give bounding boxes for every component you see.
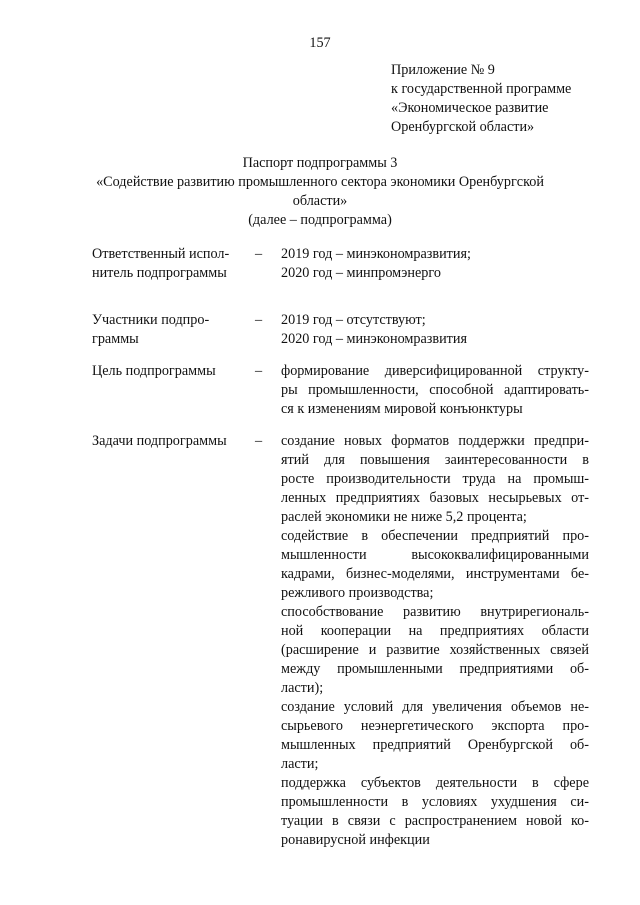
value-line: (расширение и развитие хозяйственных связей	[281, 642, 589, 658]
value-line: содействие в обеспечении предприятий про-	[281, 528, 589, 544]
value-line: ной кооперации на предприятиях области	[281, 623, 589, 639]
label-line: Цель подпрограммы	[92, 363, 216, 379]
row-label	[92, 362, 252, 381]
value-line: 2019 год – отсутствуют;	[281, 312, 426, 328]
title-line: (далее – подпрограмма)	[248, 212, 392, 228]
value-line: ся к изменениям мировой конъюнктуры	[281, 401, 523, 417]
value-line: 2019 год – минэкономразвития;	[281, 246, 471, 262]
passport-title	[60, 154, 580, 230]
row-label	[92, 432, 252, 451]
value-line: способствование развитию внутрирегиональ-	[281, 604, 589, 620]
value-line: сырьевого неэнергетического экспорта про-	[281, 718, 589, 734]
value-line: раслей экономики не ниже 5,2 процента;	[281, 509, 527, 525]
row-dash: –	[255, 363, 263, 379]
value-line: ласти;	[281, 756, 319, 772]
value-line: промышленности в условиях ухудшения си-	[281, 794, 589, 810]
value-line: 2020 год – минэкономразвития	[281, 331, 467, 347]
label-line: Участники подпро-	[92, 312, 210, 328]
value-line: режливого производства;	[281, 585, 434, 601]
page-number: 157	[309, 35, 331, 51]
value-line: ятий для повышения заинтересованности в	[281, 452, 589, 468]
row-value	[281, 311, 589, 349]
value-line: формирование диверсифицированной структу-	[281, 363, 589, 379]
value-line: туации в связи с распространением новой ко-	[281, 813, 589, 829]
value-line: поддержка субъектов деятельности в сфере	[281, 775, 589, 791]
appendix-line: Приложение № 9	[391, 62, 495, 78]
label-line: нитель подпрограммы	[92, 265, 227, 281]
title-line: Паспорт подпрограммы 3	[242, 155, 398, 171]
row-label	[92, 311, 252, 349]
row-value	[281, 362, 589, 419]
value-line: между промышленными предприятиями об-	[281, 661, 589, 677]
value-line: ры промышленности, способной адаптировать-	[281, 382, 589, 398]
value-line: создание новых форматов поддержки предпри-	[281, 433, 589, 449]
label-line: Ответственный испол-	[92, 246, 230, 262]
value-line: мышленности высококвалифицированными	[281, 547, 589, 563]
value-line: мышленных предприятий Оренбургской об-	[281, 737, 589, 753]
row-value	[281, 245, 589, 283]
value-line: росте производительности труда на промыш-	[281, 471, 589, 487]
label-line: граммы	[92, 331, 139, 347]
value-line: ленных предприятиях базовых несырьевых от-	[281, 490, 589, 506]
row-value	[281, 432, 589, 850]
value-line: создание условий для увеличения объемов не-	[281, 699, 589, 715]
row-label	[92, 245, 252, 283]
row-dash: –	[255, 246, 263, 262]
appendix-header	[391, 61, 631, 137]
value-line: кадрами, бизнес-моделями, инструментами бе-	[281, 566, 589, 582]
title-line: области»	[292, 193, 348, 209]
value-line: ронавирусной инфекции	[281, 832, 430, 848]
label-line: Задачи подпрограммы	[92, 433, 227, 449]
appendix-line: к государственной программе	[391, 81, 572, 97]
appendix-line: «Экономическое развитие	[391, 100, 549, 116]
row-dash: –	[255, 433, 263, 449]
value-line: ласти);	[281, 680, 324, 696]
value-line: 2020 год – минпромэнерго	[281, 265, 441, 281]
row-dash: –	[255, 312, 263, 328]
title-line: «Содействие развитию промышленного сектора экономики Оренбургской	[96, 174, 544, 190]
appendix-line: Оренбургской области»	[391, 119, 535, 135]
